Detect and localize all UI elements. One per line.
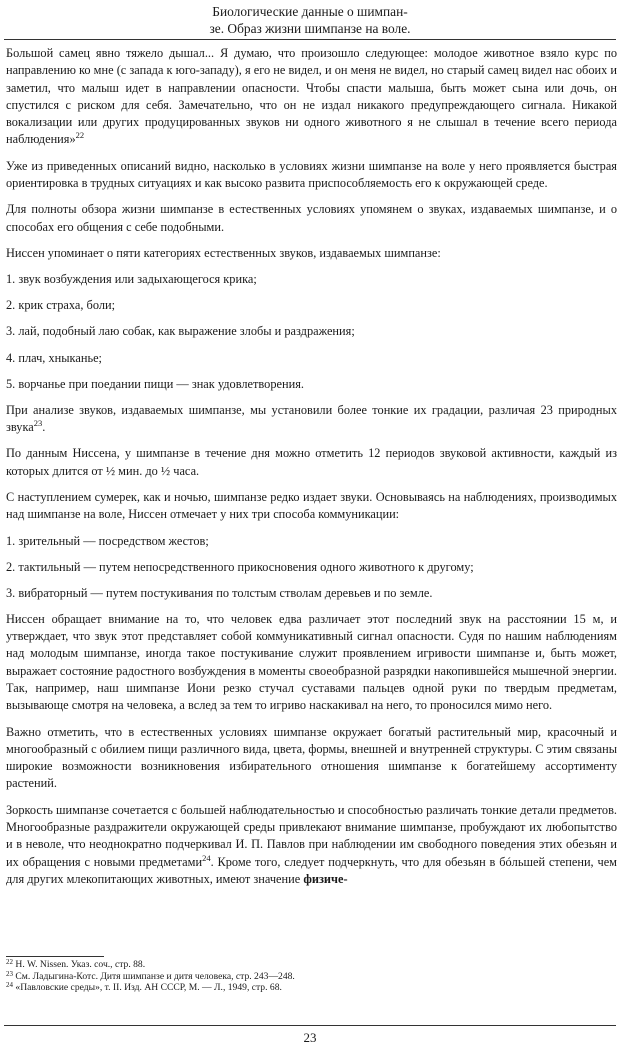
paragraph: С наступлением сумерек, как и ночью, шимпанзе редко издает звуки. Основываясь на наблюдениях, производимых над шимпанзе на воле, Ниссен отмечает у них три способа коммуникации: — [6, 489, 617, 522]
page-body — [6, 45, 617, 897]
footnote-ref: 22 — [75, 130, 85, 141]
list-item: 1. зрительный — посредством жестов; — [6, 533, 209, 548]
paragraph — [6, 802, 617, 888]
footnote-ref: 24 — [202, 852, 211, 863]
footer-rule — [4, 1025, 616, 1026]
header-rule — [4, 39, 616, 40]
paragraph: Ниссен упоминает о пяти категориях естественных звуков, издаваемых шимпанзе: — [6, 245, 441, 260]
footnote-number: 23 — [6, 969, 13, 978]
bold-term: физиче- — [303, 871, 348, 886]
paragraph-text: . Кроме того, следует подчеркнуть, что для обезьян в бóльшей степени, чем для других млекопитающих животных, имеют значение — [6, 854, 617, 886]
list-item: 1. звук возбуждения или задыхающегося крика; — [6, 272, 257, 287]
footnotes — [6, 959, 606, 994]
running-header — [0, 3, 620, 37]
paragraph-text: . — [42, 420, 46, 435]
footnote-text: См. Ладыгина-Котс. Дитя шимпанзе и дитя человека, стр. 243—248. — [15, 970, 295, 982]
running-header-line-2: зе. Образ жизни шимпанзе на воле. — [209, 21, 411, 36]
paragraph-text: Большой самец явно тяжело дышал... Я думаю, что произошло следующее: молодое животное взяло курс по направлению ко мне (с запада к юго-западу), я его не видел, и он меня не видел, но старый самец видел нас обоих и заметил, что малыш идет в направлении опасности. Чтобы спасти малыша, быть может сына или дочь, он спустился с риском для себя. Замечательно, что он не издал никакого предупреждающего сигнала. Никакой вокализации или других продуцированных звуков ни одного животного я не слышал в течение всего периода наблюдения» — [6, 46, 617, 147]
footnote-rule — [6, 956, 104, 957]
list-item: 2. крик страха, боли; — [6, 298, 116, 313]
footnote — [6, 971, 606, 983]
running-header-line-1: Биологические данные о шимпан- — [212, 4, 408, 19]
list-item: 4. плач, хныканье; — [6, 350, 102, 365]
list-item: 2. тактильный — путем непосредственного прикосновения одного животного к другому; — [6, 559, 474, 574]
footnote-number: 22 — [6, 958, 13, 966]
paragraph: Ниссен обращает внимание на то, что человек едва различает этот последний звук на расстоянии 15 м, и утверждает, что звук этот представляет собой коммуникативный сигнал опасности. Судя по нашим наблюдениям над молодым шимпанзе, иногда такое постукивание служит проявлением игривости шимпанзе и, быть может, выражает состояние радостного возбуждения в моменты своеобразной разрядки накопившейся мышечной энергии. Так, например, наш шимпанзе Иони резко стучал суставами пальцев одной руки по твердым предметам, вызывающе смотря на человека, а вслед за тем то игриво наскакивал на него, то проносился мимо него. — [6, 611, 617, 713]
page-number: 23 — [303, 1030, 317, 1045]
paragraph-text: При анализе звуков, издаваемых шимпанзе, мы установили более тонкие их градации, различая 23 природных звука — [6, 402, 617, 435]
paragraph: Для полноты обзора жизни шимпанзе в естественных условиях упомянем о звуках, издаваемых шимпанзе, и о способах его общения с себе подобными. — [6, 202, 617, 234]
list-item: 3. вибраторный — путем постукивания по толстым стволам деревьев и по земле. — [6, 585, 433, 600]
paragraph-quote — [6, 45, 617, 149]
footnote-number: 24 — [6, 981, 13, 989]
footnote-text: H. W. Nissen. Указ. соч., стр. 88. — [15, 959, 146, 970]
paragraph: Уже из приведенных описаний видно, насколько в условиях жизни шимпанзе на воле у него проявляется быстрая ориентировка в трудных ситуациях и как высоко развита приспособляемость его к окружающей среде. — [6, 158, 617, 191]
paragraph: Важно отметить, что в естественных условиях шимпанзе окружает богатый растительный мир, красочный и многообразный с обилием пищи различного вида, цвета, формы, внешней и внутренней структуры. С этим связаны широкие возможности возникновения избирательного отношения шимпанзе к богатейшему ассортименту растений. — [6, 724, 617, 791]
footnote — [6, 959, 606, 971]
paragraph-text: Зоркость шимпанзе сочетается с большей наблюдательностью и способностью различать тонкие детали предметов. Многообразные раздражители окружающей среды привлекают внимание шимпанзе, пробуждают их любопытство и в неволе, что неоднократно подчеркивал И. П. Павлов при наблюдении им свободного поведения этих обезьян и их обращения с новыми предметами — [6, 802, 617, 869]
footnote-ref: 23 — [33, 418, 43, 429]
paragraph — [6, 402, 617, 437]
footnote — [6, 982, 606, 994]
paragraph: По данным Ниссена, у шимпанзе в течение дня можно отметить 12 периодов звуковой активности, каждый из которых длится от ½ мин. до ½ часа. — [6, 446, 617, 478]
list-item: 3. лай, подобный лаю собак, как выражение злобы и раздражения; — [6, 324, 355, 339]
list-item: 5. ворчанье при поедании пищи — знак удовлетворения. — [6, 376, 304, 391]
footnote-text: «Павловские среды», т. II. Изд. АН СССР, М. — Л., 1949, стр. 68. — [15, 982, 282, 993]
